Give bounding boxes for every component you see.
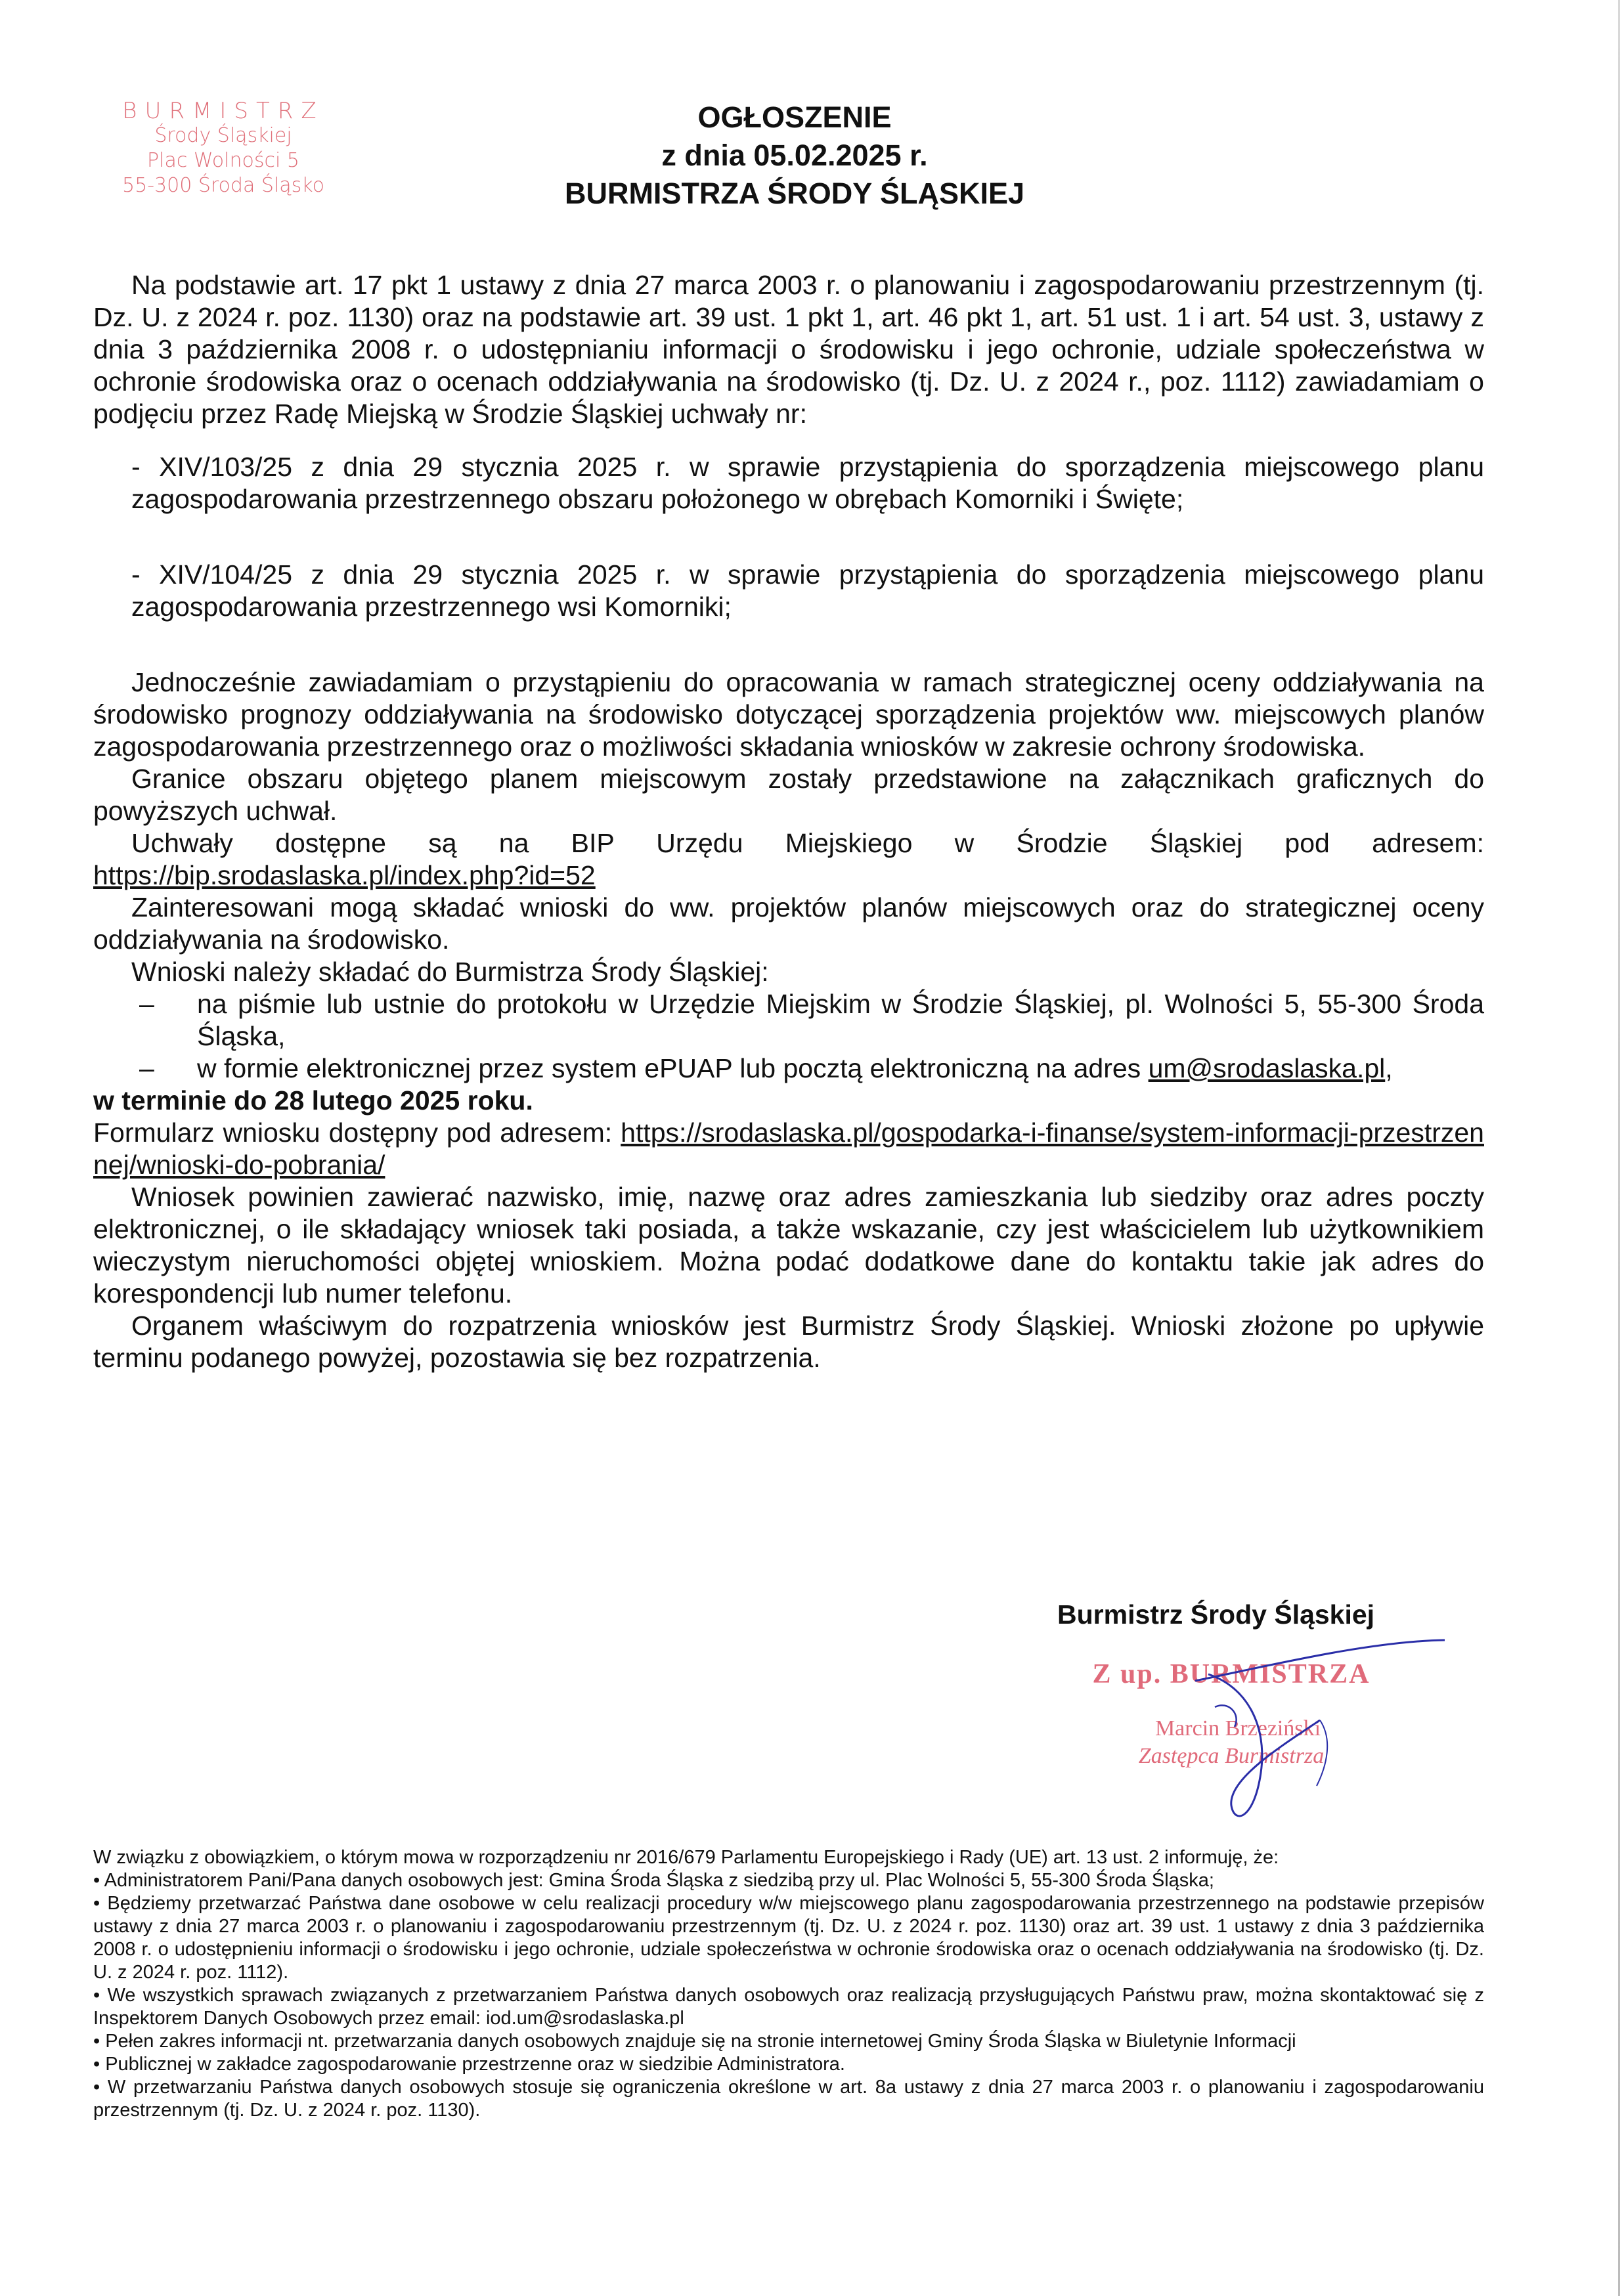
form-link[interactable]: https://srodaslaska.pl/gospodarka-i-finanse/system-informacji-przestrzennej/wnioski-do-pobrania/ [93,1117,1484,1180]
document-title: OGŁOSZENIE [697,100,892,134]
document-date: z dnia 05.02.2025 r. [661,139,928,172]
gdpr-item: • W przetwarzaniu Państwa danych osobowych stosuje się ograniczenia określone w art. 8a ustawy z dnia 27 marca 2003 r. o planowaniu i zagospodarowaniu przestrzennym (tj. Dz. U. z 2024 r. poz. 1130). [93,2077,1484,2121]
bip-link[interactable]: https://bip.srodaslaska.pl/index.php?id=52 [93,860,596,890]
resolution-item: - XIV/104/25 z dnia 29 stycznia 2025 r. w sprawie przystąpienia do sporządzenia miejscowego planu zagospodarowania przestrzennego wsi Komorniki; [131,559,1484,622]
gdpr-item: • Publicznej w zakładce zagospodarowanie przestrzenne oraz w siedzibie Administratora. [93,2054,845,2075]
document-issuer: BURMISTRZA ŚRODY ŚLĄSKIEJ [564,177,1025,210]
stamp-line: 55-300 Środa Śląsko [122,174,324,197]
dash-bullet: – [139,1053,154,1083]
submission-option-text: na piśmie lub ustnie do protokołu w Urzędzie Miejskim w Środzie Śląskiej, pl. Wolności 5, 55-300 Środa Śląska, [197,989,1484,1051]
stamp-line: Plac Wolności 5 [147,149,299,172]
epuap-text: w formie elektronicznej przez system ePUAP lub pocztą elektroniczną na adres [197,1053,1141,1083]
document-header [368,98,1221,213]
form-paragraph [93,1117,1484,1181]
gdpr-item: • Pełen zakres informacji nt. przetwarzania danych osobowych znajduje się na stronie internetowej Gminy Środa Śląska w Biuletynie Informacji [93,2031,1296,2052]
signer-title: Burmistrz Środy Śląskiej [1057,1599,1375,1630]
punctuation: , [1385,1053,1393,1083]
resolutions-availability-paragraph [93,827,1484,859]
page-edge [1618,0,1620,2296]
stamp-title: BURMISTRZ [122,98,324,124]
gdpr-intro: W związku z obowiązkiem, o którym mowa w rozporządzeniu nr 2016/679 Parlamentu Europejskiego i Rady (UE) art. 13 ust. 2 informuję, że: [93,1847,1279,1868]
submission-option [139,988,1484,1052]
handwritten-signature [1169,1628,1458,1838]
announcement-body [93,269,1484,1374]
submit-paragraph: Wnioski należy składać do Burmistrza Środy Śląskiej: [131,957,769,987]
interested-paragraph: Zainteresowani mogą składać wnioski do ww. projektów planów miejscowych oraz do strategicznej oceny oddziaływania na środowisko. [93,892,1484,955]
gdpr-item: • Administratorem Pani/Pana danych osobowych jest: Gmina Środa Śląska z siedzibą przy ul. Plac Wolności 5, 55-300 Środa Śląska; [93,1870,1214,1891]
email-link[interactable]: um@srodaslaska.pl [1148,1053,1386,1083]
bip-link-line [93,859,1484,892]
resolution-item: - XIV/103/25 z dnia 29 stycznia 2025 r. w sprawie przystąpienia do sporządzenia miejscowego planu zagospodarowania przestrzennego obszaru położonego w obrębach Komorniki i Święte; [131,452,1484,514]
contents-paragraph: Wniosek powinien zawierać nazwisko, imię, nazwę oraz adres zamieszkania lub siedziby oraz adres poczty elektronicznej, o ile składający wniosek taki posiada, a także wskazanie, czy jest właścicielem lub użytkownikiem wieczystym nieruchomości objętej wnioskiem. Można podać dodatkowe dane do kontaktu takie jak adres do korespondencji lub numer telefonu. [93,1182,1484,1309]
gdpr-item: • Będziemy przetwarzać Państwa dane osobowe w celu realizacji procedury w/w miejscowego planu zagospodarowania przestrzennego na podstawie przepisów ustawy z dnia 27 marca 2003 r. o planowaniu i zagospodarowaniu przestrzennym (tj. Dz. U. z 2024 r. poz. 1130) oraz art. 39 ust. 1 ustawy z dnia 3 października 2008 r. o udostępnieniu informacji o środowisku i jego ochronie, udziale społeczeństwa w ochronie środowiska oraz o ocenach oddziaływania na środowisko (tj. Dz. U. z 2024 r. poz. 1112). [93,1893,1484,1983]
stamp-position: Zastępca Burmistrza [1138,1744,1325,1768]
assessment-paragraph: Jednocześnie zawiadamiam o przystąpieniu do opracowania w ramach strategicznej oceny oddziaływania na środowisko prognozy oddziaływania na środowisko dotyczącej sporządzenia projektów ww. miejscowych planów zagospodarowania przestrzennego oraz o możliwości składania wniosków w zakresie ochrony środowiska. [93,667,1484,762]
submission-option [139,1052,1484,1085]
form-label: Formularz wniosku dostępny pod adresem: [93,1117,613,1148]
deadline-text: w terminie do 28 lutego 2025 roku. [93,1085,533,1116]
stamp-authorization: Z up. BURMISTRZA [1092,1659,1371,1689]
stamp-line: Środy Śląskiej [154,124,292,147]
office-stamp [92,98,355,198]
gdpr-notice [93,1846,1484,2122]
gdpr-item: • We wszystkich sprawach związanych z przetwarzaniem Państwa danych osobowych oraz realizacją przysługujących Państwu praw, można skontaktować się z Inspektorem Danych Osobowych przez email: iod.um@srodaslaska.pl [93,1985,1484,2029]
submission-option-text [197,1052,1484,1085]
stamp-name: Marcin Brzeziński [1154,1716,1321,1741]
intro-paragraph: Na podstawie art. 17 pkt 1 ustawy z dnia 27 marca 2003 r. o planowaniu i zagospodarowaniu przestrzennym (tj. Dz. U. z 2024 r. poz. 1130) oraz na podstawie art. 39 ust. 1 pkt 1, art. 46 pkt 1, art. 51 ust. 1 i art. 54 ust. 3, ustawy z dnia 3 października 2008 r. o udostępnianiu informacji o środowisku i jego ochronie, udziale społeczeństwa w ochronie środowiska oraz o ocenach oddziaływania na środowisko (tj. Dz. U. z 2024 r., poz. 1112) zawiadamiam o podjęciu przez Radę Miejską w Środzie Śląskiej uchwały nr: [93,270,1484,429]
authority-paragraph: Organem właściwym do rozpatrzenia wniosków jest Burmistrz Środy Śląskiej. Wnioski złożone po upływie terminu podanego powyżej, pozostawia się bez rozpatrzenia. [93,1310,1484,1373]
resolutions-availability-text: Uchwały dostępne są na BIP Urzędu Miejskiego w Środzie Śląskiej pod adresem: [131,828,1484,858]
dash-bullet: – [139,989,154,1019]
borders-paragraph: Granice obszaru objętego planem miejscowym zostały przedstawione na załącznikach graficznych do powyższych uchwał. [93,764,1484,826]
